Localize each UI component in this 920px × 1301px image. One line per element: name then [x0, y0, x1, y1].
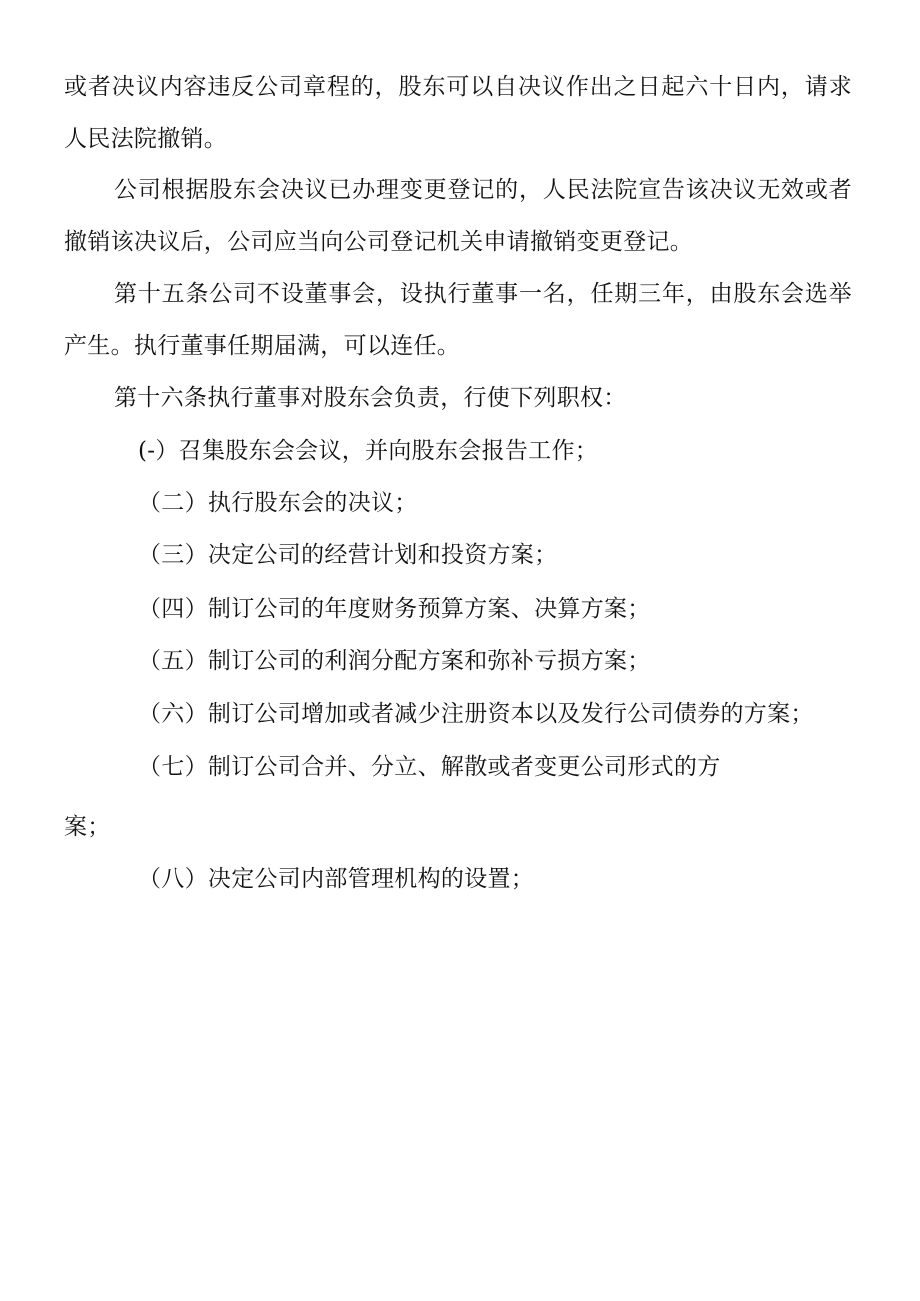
paragraph-3-line-1: 第十五条公司不设董事会，设执行董事一名，任期三年，由股东会选举 — [114, 281, 852, 307]
paragraph-3-line-2: 产生。执行董事任期届满，可以连任。 — [64, 333, 461, 359]
paragraph-2-line-1: 公司根据股东会决议已办理变更登记的，人民法院宣告该决议无效或者 — [114, 177, 852, 203]
paragraph-1-line-1: 或者决议内容违反公司章程的，股东可以自决议作出之日起六十日内，请求 — [64, 74, 852, 100]
paragraph-4-line-1: 第十六条执行董事对股东会负责，行使下列职权： — [114, 385, 627, 411]
list-item-4: （四）制订公司的年度财务预算方案、决算方案； — [138, 596, 651, 622]
paragraph-1-line-2: 人民法院撤销。 — [64, 126, 228, 152]
list-item-6: （六）制订公司增加或者减少注册资本以及发行公司债券的方案； — [138, 701, 814, 727]
list-item-5: （五）制订公司的利润分配方案和弥补亏损方案； — [138, 648, 651, 674]
list-item-3: （三）决定公司的经营计划和投资方案； — [138, 542, 558, 568]
list-item-7-continuation: 案； — [64, 814, 111, 840]
list-item-1: (-）召集股东会会议，并向股东会报告工作； — [138, 438, 599, 464]
list-item-2: （二）执行股东会的决议； — [138, 490, 418, 516]
list-item-8: （八）决定公司内部管理机构的设置； — [138, 866, 535, 892]
paragraph-2-line-2: 撤销该决议后，公司应当向公司登记机关申请撤销变更登记。 — [64, 229, 694, 255]
list-item-7: （七）制订公司合并、分立、解散或者变更公司形式的方 — [138, 754, 721, 780]
